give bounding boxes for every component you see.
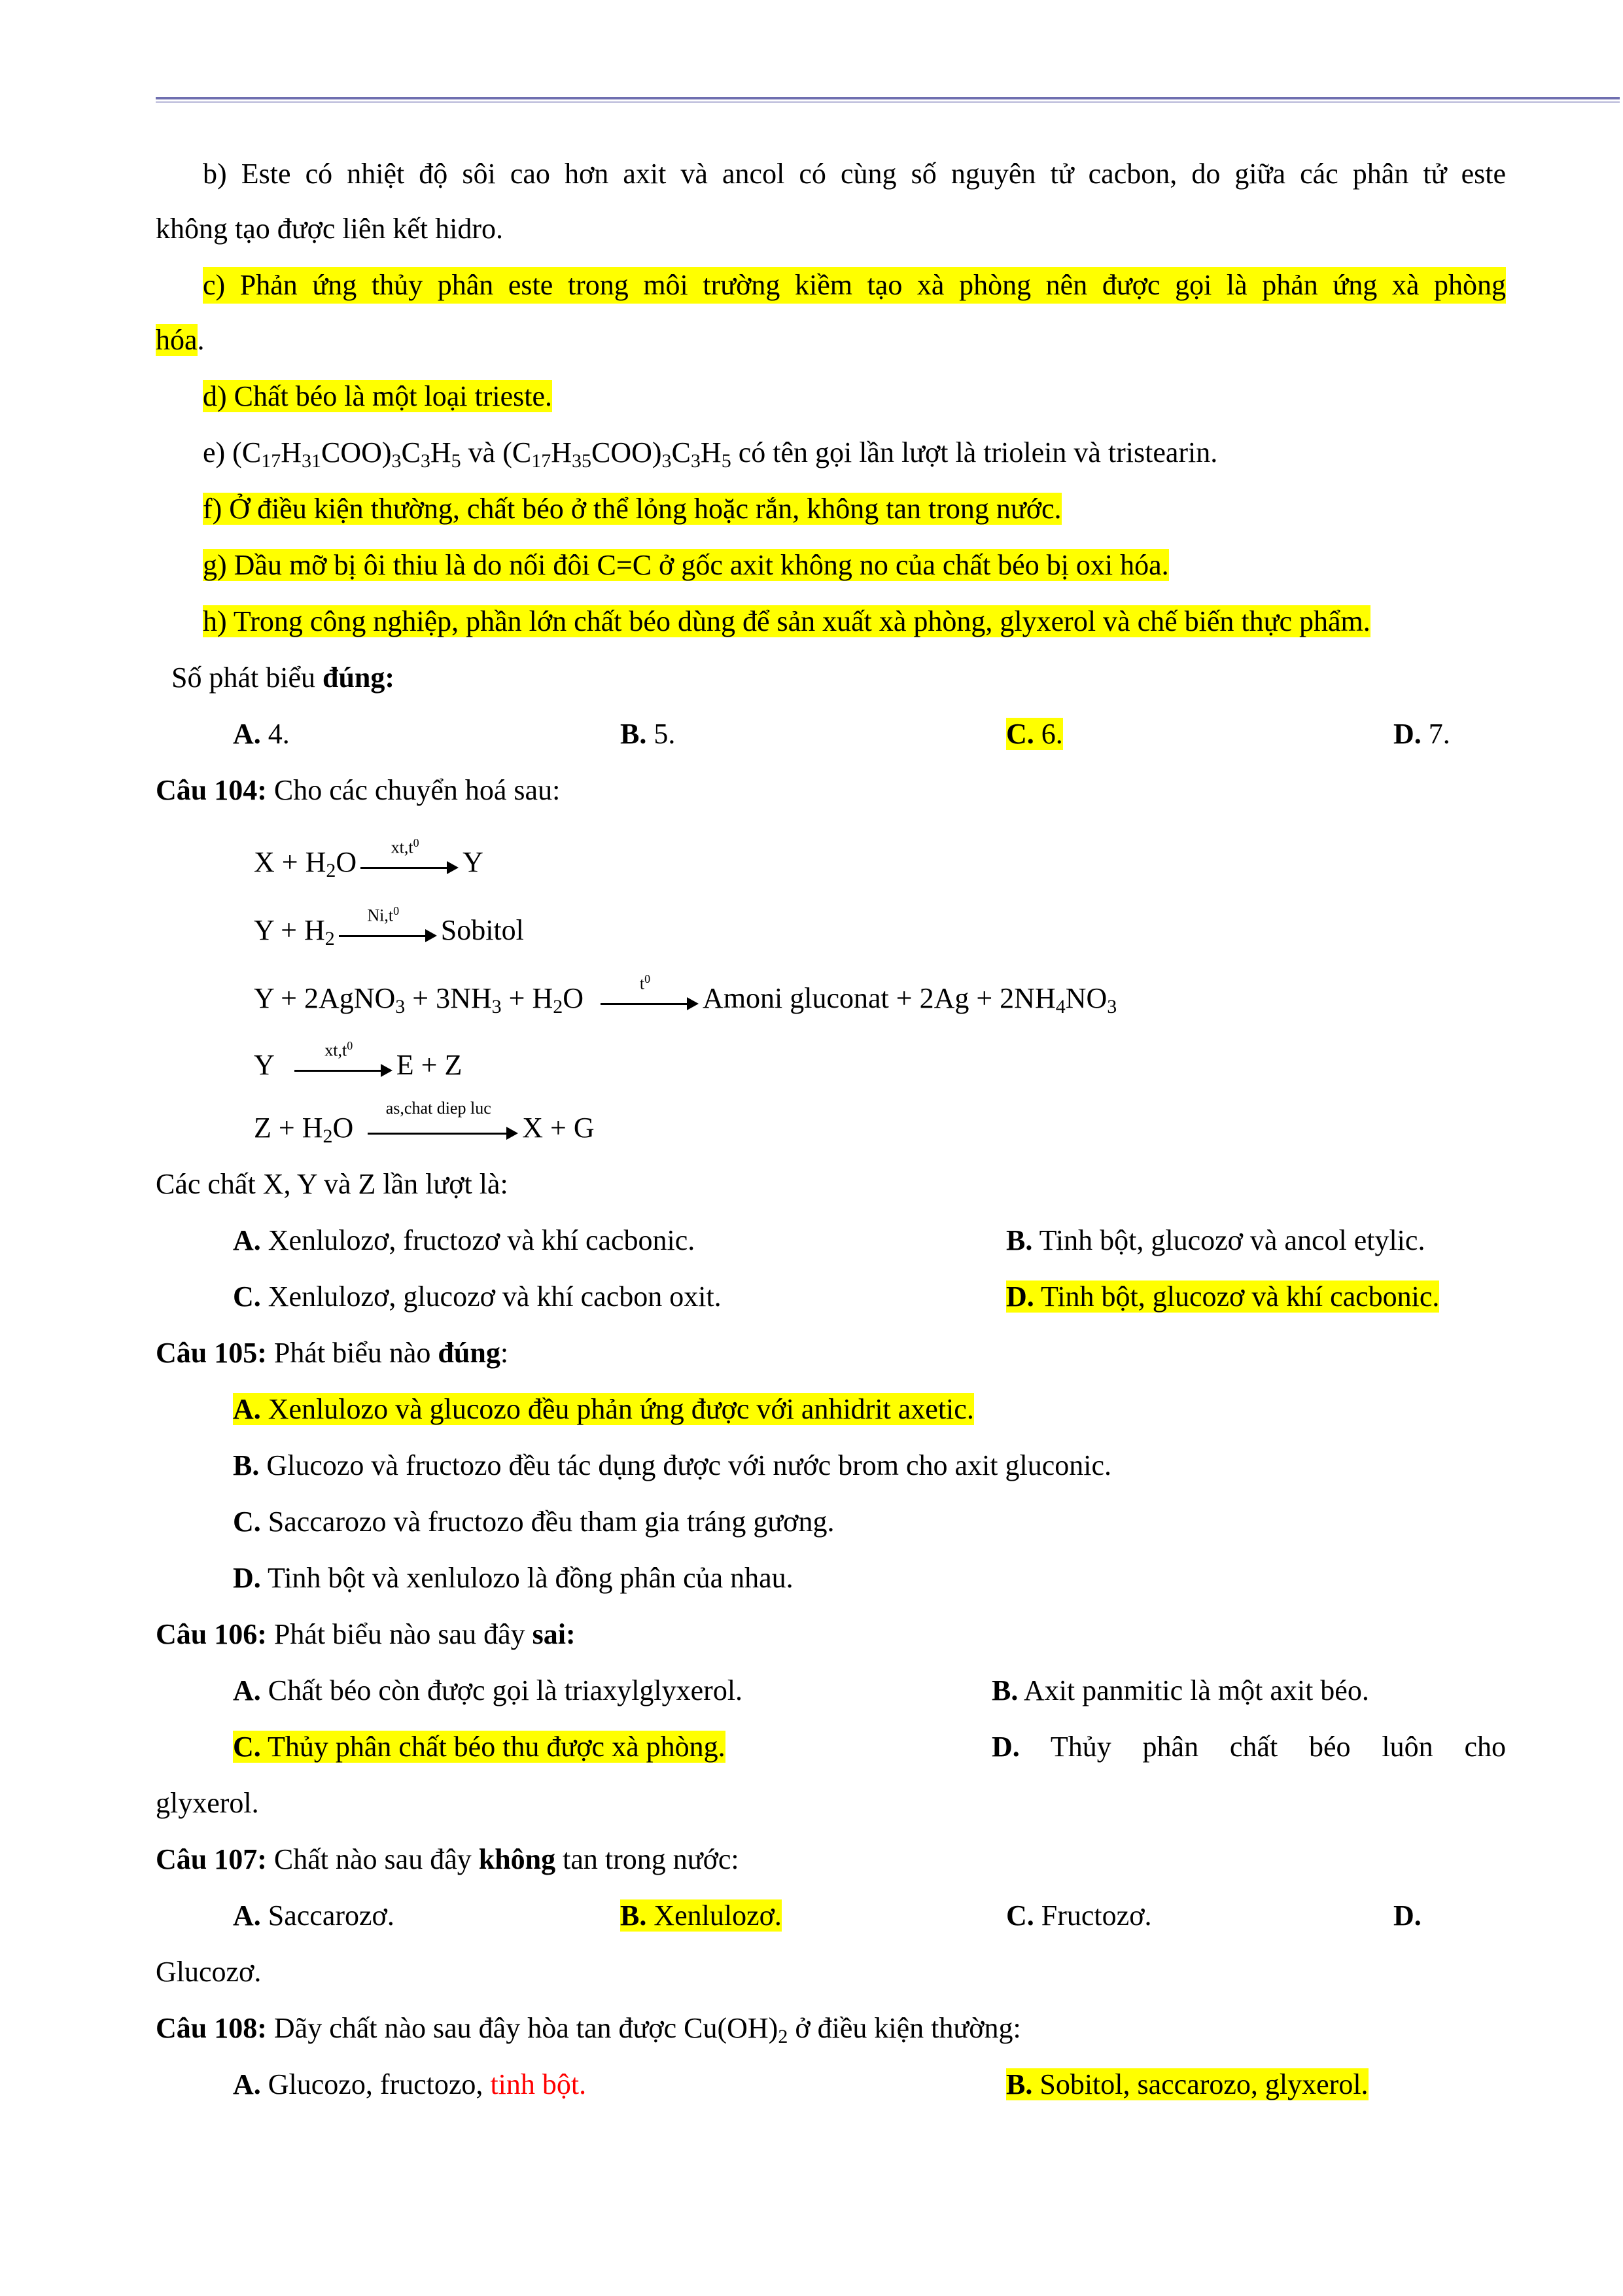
option-text-red: tinh bột.: [490, 2068, 587, 2100]
question-text: Cho các chuyển hoá sau:: [266, 774, 561, 806]
option-label: D.: [1393, 718, 1422, 750]
reaction-arrow-icon: [601, 972, 699, 1011]
option-text: Thủy phân chất béo luôn cho: [1019, 1731, 1506, 1763]
e-sub: 35: [571, 450, 591, 472]
statement-d-text: d) Chất béo là một loại trieste.: [203, 380, 552, 412]
reaction-arrow-icon: [339, 904, 437, 943]
header-rule-shadow: [156, 101, 1620, 103]
q106-option-c[interactable]: [233, 1729, 725, 1765]
option-text: Saccarozơ.: [260, 1899, 394, 1932]
reactant: O: [563, 982, 584, 1014]
option-label: C.: [233, 1280, 261, 1313]
e-sub: 5: [721, 450, 731, 472]
question-number: Câu 106:: [156, 1618, 267, 1650]
subscript: 2: [553, 996, 563, 1017]
question-text: Dãy chất nào sau đây hòa tan được Cu(OH): [266, 2012, 778, 2044]
question-bold: sai:: [532, 1618, 576, 1650]
subscript: 3: [491, 996, 502, 1017]
question-number: Câu 104:: [156, 774, 267, 806]
q104-ask: Các chất X, Y và Z lần lượt là:: [156, 1168, 508, 1200]
product: E + Z: [396, 1049, 462, 1081]
statement-f: [203, 491, 1062, 527]
reactant: Y + 2AgNO: [254, 982, 396, 1014]
reaction-arrow-icon: [368, 1098, 518, 1140]
option-text: Glucozo và fructozo đều tác dụng được với nước brom cho axit gluconic.: [259, 1449, 1112, 1481]
product: Amoni gluconat + 2Ag + 2NH: [703, 982, 1056, 1014]
statement-g: [203, 547, 1169, 584]
q104-option-b[interactable]: [1006, 1222, 1425, 1259]
option-text: Thủy phân chất béo thu được xà phòng.: [260, 1731, 725, 1763]
option-text: Axit panmitic là một axit béo.: [1018, 1674, 1369, 1706]
product: X + G: [522, 1112, 595, 1144]
e-sub: 17: [261, 450, 281, 472]
q107-option-c[interactable]: [1006, 1898, 1151, 1934]
question-number: Câu 107:: [156, 1843, 267, 1875]
q108-option-a[interactable]: [233, 2066, 586, 2103]
question-text: :: [500, 1337, 509, 1369]
option-text: Tinh bột, glucozơ và ancol etylic.: [1032, 1224, 1425, 1256]
reaction-5: [254, 1098, 595, 1147]
q105-stem: [156, 1335, 508, 1371]
q104-option-c[interactable]: [233, 1279, 722, 1315]
option-text: Glucozo, fructozo,: [260, 2068, 491, 2100]
reactant: Z + H: [254, 1112, 323, 1144]
reaction-1: [254, 836, 483, 881]
question-text: ở điều kiện thường:: [788, 2012, 1021, 2044]
option-text: Chất béo còn được gọi là triaxylglyxerol.: [260, 1674, 743, 1706]
option-text: 6.: [1034, 718, 1063, 750]
e-coo: COO): [321, 436, 392, 468]
question-number: Câu 108:: [156, 2012, 267, 2044]
option-label: C.: [233, 1506, 261, 1538]
condition: as,chat diep luc: [385, 1098, 491, 1118]
reaction-4: [254, 1038, 462, 1084]
reactant: + 3NH: [405, 982, 492, 1014]
option-label: A.: [233, 1224, 261, 1256]
condition: xt,t: [391, 838, 413, 857]
reactant: O: [332, 1112, 354, 1144]
option-text: 7.: [1421, 718, 1450, 750]
statement-e: [203, 434, 1217, 471]
subscript: 2: [778, 2026, 788, 2047]
option-text: 5.: [646, 718, 676, 750]
reactant: + H: [501, 982, 553, 1014]
question-bold: đúng: [438, 1337, 500, 1369]
reaction-2: [254, 904, 524, 949]
question-text: Phát biểu nào: [266, 1337, 438, 1369]
q108-option-b[interactable]: [1006, 2066, 1369, 2103]
e-h: H: [700, 436, 722, 468]
q107-option-d[interactable]: [1393, 1898, 1422, 1934]
reaction-3: [254, 972, 1117, 1017]
superscript: 0: [644, 972, 651, 985]
e-c: C: [401, 436, 421, 468]
superscript: 0: [347, 1038, 353, 1052]
e-sub: 3: [420, 450, 430, 472]
count-question: [171, 660, 394, 696]
option-label: B.: [233, 1449, 260, 1481]
statement-f-text: f) Ở điều kiện thường, chất béo ở thể lỏng hoặc rắn, không tan trong nước.: [203, 493, 1062, 525]
e-sub: 17: [531, 450, 551, 472]
statement-c-tail: hóa: [156, 324, 198, 356]
statement-c-highlight: c) Phản ứng thủy phân este trong môi trường kiềm tạo xà phòng nên được gọi là phản ứng xà phòng: [203, 267, 1506, 304]
header-rule: [156, 97, 1620, 99]
count-question-bold: đúng:: [322, 662, 395, 694]
option-label: A.: [233, 718, 261, 750]
q104-option-a[interactable]: [233, 1222, 695, 1259]
q107-option-a[interactable]: [233, 1898, 394, 1934]
option-label: D.: [233, 1562, 261, 1594]
statement-h-text: h) Trong công nghiệp, phần lớn chất béo dùng để sản xuất xà phòng, glyxerol và chế biến thực phẩm.: [203, 605, 1370, 637]
q106-option-d[interactable]: [992, 1729, 1506, 1765]
product: Y: [462, 846, 483, 878]
product: Sobitol: [440, 914, 524, 946]
option-text: Xenlulozơ.: [646, 1899, 782, 1932]
option-label: C.: [1006, 1899, 1034, 1932]
reaction-arrow-icon: [360, 836, 459, 875]
q103-option-c[interactable]: [1006, 716, 1063, 752]
option-text: Tinh bột và xenlulozo là đồng phân của nhau.: [260, 1562, 794, 1594]
q106-option-b[interactable]: [992, 1672, 1369, 1709]
reactant: Y: [254, 1049, 275, 1081]
q106-option-a[interactable]: [233, 1672, 742, 1709]
question-text: Chất nào sau đây: [266, 1843, 479, 1875]
superscript: 0: [413, 836, 419, 849]
e-sub: 3: [661, 450, 672, 472]
question-number: Câu 105:: [156, 1337, 267, 1369]
option-text: Saccarozo và fructozo đều tham gia tráng gương.: [260, 1506, 835, 1538]
subscript: 2: [326, 860, 336, 881]
subscript: 2: [324, 928, 335, 949]
option-text: Fructozơ.: [1034, 1899, 1152, 1932]
q105-option-a[interactable]: [233, 1391, 974, 1428]
option-label: A.: [233, 2068, 261, 2100]
e-prefix: e) (C: [203, 436, 262, 468]
statement-g-text: g) Dầu mỡ bị ôi thiu là do nối đôi C=C ở gốc axit không no của chất béo bị oxi hóa.: [203, 549, 1169, 581]
option-label: B.: [992, 1674, 1019, 1706]
statement-d: [203, 378, 552, 415]
condition: t: [639, 974, 645, 993]
statement-h: [203, 603, 1370, 640]
option-label: B.: [1006, 1224, 1033, 1256]
option-label: C.: [1006, 718, 1034, 750]
reaction-arrow-icon: [294, 1038, 393, 1078]
e-tail: có tên gọi lần lượt là triolein và tristearin.: [731, 436, 1218, 468]
subscript: 3: [1107, 996, 1117, 1017]
question-bold: không: [478, 1843, 556, 1875]
question-text: tan trong nước:: [555, 1843, 739, 1875]
q103-option-d[interactable]: [1393, 716, 1450, 752]
e-sub: 31: [301, 450, 321, 472]
statement-b-line1: b) Este có nhiệt độ sôi cao hơn axit và ancol có cùng số nguyên tử cacbon, do giữa các phân tử este: [203, 158, 1506, 190]
reactant: Y + H: [254, 914, 325, 946]
q107-stem: [156, 1841, 739, 1878]
option-text: Xenlulozo và glucozo đều phản ứng được với anhidrit axetic.: [260, 1393, 974, 1425]
option-text: Tinh bột, glucozơ và khí cacbonic.: [1034, 1280, 1440, 1313]
option-label: A.: [233, 1899, 261, 1932]
q105-option-d[interactable]: [233, 1560, 794, 1597]
q107-option-d-cont: Glucozơ.: [156, 1956, 262, 1988]
e-sub: 5: [451, 450, 461, 472]
q108-stem: [156, 2010, 1021, 2047]
statement-c-period: .: [197, 324, 205, 356]
e-h: H: [281, 436, 302, 468]
q107-option-b[interactable]: [620, 1898, 782, 1934]
product: NO: [1065, 982, 1108, 1014]
option-text: Sobitol, saccarozo, glyxerol.: [1032, 2068, 1369, 2100]
condition: Ni,t: [367, 906, 394, 925]
option-label: D.: [992, 1731, 1020, 1763]
e-sub: 3: [690, 450, 701, 472]
q104-option-d[interactable]: [1006, 1279, 1439, 1315]
e-c: C: [671, 436, 691, 468]
subscript: 4: [1055, 996, 1066, 1017]
q105-option-b[interactable]: [233, 1447, 1111, 1484]
option-text: Xenlulozơ, fructozơ và khí cacbonic.: [260, 1224, 695, 1256]
option-label: B.: [620, 1899, 647, 1932]
subscript: 2: [323, 1125, 333, 1147]
option-label: B.: [620, 718, 647, 750]
q106-stem: [156, 1616, 576, 1653]
count-question-text: Số phát biểu: [171, 662, 323, 694]
subscript: 3: [395, 996, 406, 1017]
option-label: D.: [1006, 1280, 1034, 1313]
superscript: 0: [393, 904, 400, 917]
option-text: Xenlulozơ, glucozơ và khí cacbon oxit.: [260, 1280, 722, 1313]
e-coo: COO): [591, 436, 662, 468]
e-h: H: [430, 436, 451, 468]
option-label: A.: [233, 1674, 261, 1706]
option-text: 4.: [260, 718, 290, 750]
e-sub: 3: [391, 450, 402, 472]
e-h: H: [551, 436, 572, 468]
option-label: A.: [233, 1393, 261, 1425]
statement-c-line1: [203, 267, 1506, 304]
option-label: B.: [1006, 2068, 1033, 2100]
reactant: X + H: [254, 846, 326, 878]
statement-c-line2: [156, 322, 205, 359]
q104-stem: [156, 772, 560, 809]
reactant: O: [336, 846, 357, 878]
q105-option-c[interactable]: [233, 1504, 834, 1540]
condition: xt,t: [324, 1040, 347, 1060]
statement-b-line2: không tạo được liên kết hidro.: [156, 213, 504, 245]
q103-option-b[interactable]: [620, 716, 675, 752]
question-text: Phát biểu nào sau đây: [266, 1618, 532, 1650]
e-and: và (C: [461, 436, 532, 468]
option-label: C.: [233, 1731, 261, 1763]
q103-option-a[interactable]: [233, 716, 290, 752]
q106-option-d-cont: glyxerol.: [156, 1787, 259, 1819]
option-label: D.: [1393, 1899, 1422, 1932]
